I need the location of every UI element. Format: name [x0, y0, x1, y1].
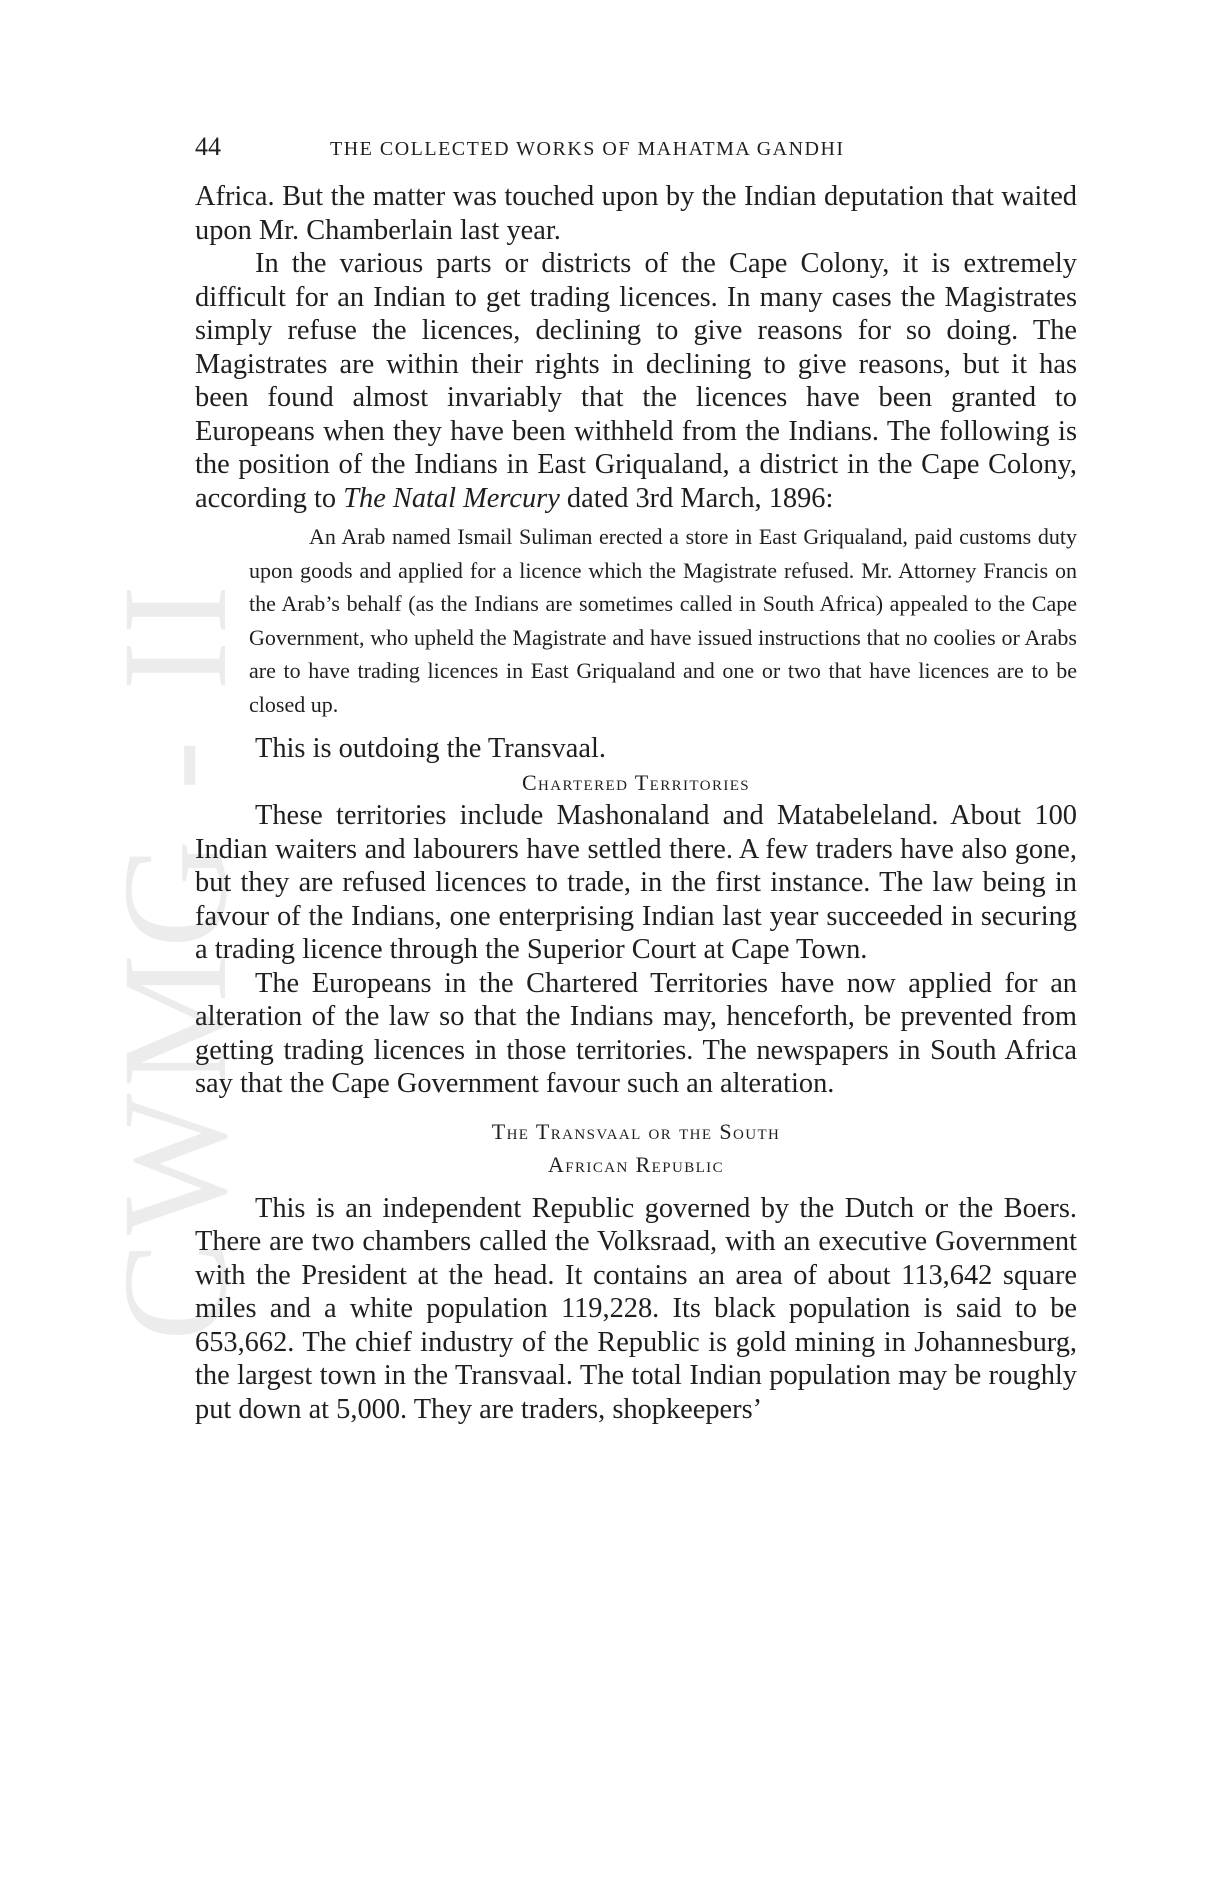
watermark-text: CWMG - II	[92, 578, 258, 1342]
page-header	[195, 132, 1077, 172]
paragraph-republic: This is an independent Republic governed by the Dutch or the Boers. There are two chambers called the Volksraad, with an executive Government with the President at the head. It contains an area of about 113,642 square miles and a white population 119,228. Its black population is said to be 653,662. The chief industry of the Republic is gold mining in Johannesburg, the largest town in the Transvaal. The total Indian population may be roughly put down at 5,000. They are traders, shopkeepers’	[195, 1192, 1077, 1425]
section-heading-transvaal	[195, 1115, 1077, 1182]
body-text	[195, 180, 1077, 1426]
block-quote: An Arab named Ismail Suliman erected a store in East Griqualand, paid customs duty upon goods and applied for a licence which the Magistrate refused. Mr. Attorney Francis on the Arab’s behalf (as the Indians are sometimes called in South Africa) appealed to the Cape Government, who upheld the Magistrate and have issued instructions that no coolies or Arabs are to have trading licences in East Griqualand and one or two that have licences are to be closed up.	[249, 524, 1077, 717]
page-number: 44	[195, 132, 221, 161]
source-title: The Natal Mercury	[343, 482, 560, 514]
paragraph-europeans: The Europeans in the Chartered Territories have now applied for an alteration of the law so that the Indians may, henceforth, be prevented from getting trading licences in those territories. The newspapers in South Africa say that the Cape Government favour such an alteration.	[195, 967, 1077, 1099]
paragraph-cape-colony	[195, 247, 1077, 515]
section-heading-line: African Republic	[548, 1152, 724, 1177]
paragraph-text: In the various parts or districts of the Cape Colony, it is extremely difficult for an Indian to get trading licences. In many cases the Magistrates simply refuse the licences, declining to give reasons for so doing. The Magistrates are within their rights in declining to give reasons, but it has been found almost invariably that the licences have been granted to Europeans when they have been withheld from the Indians. The following is the position of the Indians in East Griqualand, a district in the Cape Colony, according to	[195, 248, 1077, 514]
section-heading-chartered: Chartered Territories	[521, 769, 751, 795]
paragraph-continuation: Africa. But the matter was touched upon by the Indian deputation that waited upon Mr. Chamberlain last year.	[195, 181, 1077, 246]
running-head: THE COLLECTED WORKS OF MAHATMA GANDHI	[330, 138, 845, 160]
paragraph-text-end: dated 3rd March, 1896:	[566, 482, 834, 514]
paragraph-territories: These territories include Mashonaland and Matabeleland. About 100 Indian waiters and labourers have settled there. A few traders have also gone, but they are refused licences to trade, in the first instance. The law being in favour of the Indians, one enterprising Indian last year succeeded in securing a trading licence through the Superior Court at Cape Town.	[195, 800, 1077, 965]
section-heading-line: The Transvaal or the South	[491, 1118, 781, 1144]
paragraph-outdoing: This is outdoing the Transvaal.	[255, 733, 606, 764]
